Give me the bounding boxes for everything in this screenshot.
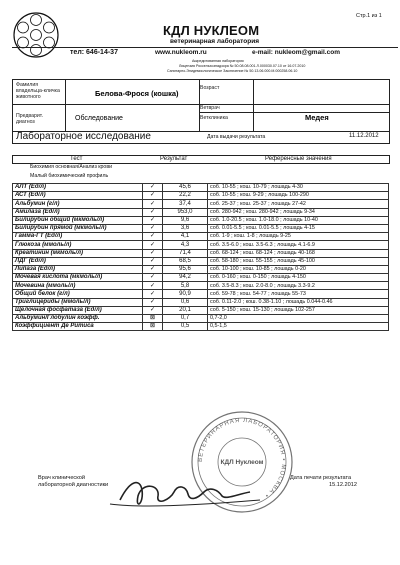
table-row [13, 257, 389, 265]
reference-range: соб. 3.5-8.3 ; кош. 2.0-8.0 ; лошадь 3.3-9.2 [208, 282, 389, 290]
reference-range: соб. 3.5-6.0 ; кош. 3.5-6.3 ; лошадь 4.1-6.9 [208, 241, 389, 249]
check-mark: ✓ [143, 200, 163, 208]
check-mark: ✓ [143, 192, 163, 200]
table-row [13, 265, 389, 273]
check-mark: ⊠ [143, 315, 163, 323]
test-name: Коэффициент Де Ритиса [13, 323, 143, 331]
table-row [13, 233, 389, 241]
issue-date-value: 11.12.2012 [349, 133, 379, 139]
check-mark: ✓ [143, 241, 163, 249]
table-row [13, 290, 389, 298]
reference-range: соб. 10-55 ; кош. 9-29 ; лошадь 100-290 [208, 192, 389, 200]
reference-range: соб. 10-100 ; кош. 10-85 ; лошадь 0-20 [208, 265, 389, 273]
table-row [13, 298, 389, 306]
phone-number: тел: 646-14-37 [70, 49, 118, 56]
info-divider [65, 80, 66, 131]
result-value: 45,6 [163, 184, 208, 192]
doctor-title-line1: Врач клинической [38, 475, 85, 481]
column-header-result: Результат [160, 156, 188, 162]
reference-range: 0,7-2,0 [208, 315, 389, 323]
result-value: 953,0 [163, 208, 208, 216]
table-row [13, 306, 389, 314]
info-divider [253, 80, 254, 131]
result-value: 9,6 [163, 216, 208, 224]
results-table-header [12, 155, 390, 164]
test-name: АЛТ (Ед/л) [13, 184, 143, 192]
check-mark: ✓ [143, 282, 163, 290]
section-subtitle: Малый биохимический профиль [30, 173, 109, 179]
test-name: Щелочная фосфатаза (Ед/л) [13, 306, 143, 314]
table-row [13, 315, 389, 323]
test-name: Триглицериды (ммоль/л) [13, 298, 143, 306]
reference-range: соб. 58-180 ; кош. 55-155 ; лошадь 45-100 [208, 257, 389, 265]
page-number: Стр.1 из 1 [356, 13, 382, 19]
result-value: 0,6 [163, 298, 208, 306]
table-row [13, 216, 389, 224]
result-value: 94,2 [163, 274, 208, 282]
doctor-signature [100, 470, 270, 520]
table-row [13, 241, 389, 249]
check-mark: ✓ [143, 274, 163, 282]
reference-range: соб. 59-78 ; кош. 54-77 ; лошадь 55-73 [208, 290, 389, 298]
column-header-reference: Референсные значения [265, 156, 332, 162]
stamp-text: КДЛ Нуклеом [220, 459, 264, 466]
svg-text:ВЕТЕРИНАРНАЯ ЛАБОРАТОРИЯ • МОС: ВЕТЕРИНАРНАЯ ЛАБОРАТОРИЯ • МОСКВА • [197, 417, 287, 499]
result-value: 20,1 [163, 306, 208, 314]
table-row [13, 200, 389, 208]
result-value: 68,5 [163, 257, 208, 265]
reference-range: соб. 68-124 ; кош. 68-124 ; лошадь 40-168 [208, 249, 389, 257]
clinic-value: Медея [305, 113, 329, 122]
diagnosis-label: Предварит. диагноз [16, 113, 44, 125]
result-value: 0,7 [163, 315, 208, 323]
owner-label: Фамилия владельца-кличка животного [16, 82, 60, 100]
reference-range: соб. 0.01-5.5 ; кош. 0.01-5.5 ; лошадь 4-15 [208, 224, 389, 232]
license-text: Лицензия Россельхознадзора № 50.08.08.001.Л.000030.07.10 от 16.07.2010 [179, 64, 306, 68]
test-name: Билирубин прямой (мкмоль/л) [13, 224, 143, 232]
issue-date-label: Дата выдачи результата [207, 134, 266, 140]
result-value: 4,3 [163, 241, 208, 249]
check-mark: ✓ [143, 224, 163, 232]
brand-name: КДЛ НУКЛЕОМ [163, 23, 260, 38]
test-name: ЛДГ (Ед/л) [13, 257, 143, 265]
reference-range: соб. 1-9 ; кош. 1-8 ; лошадь 9-25 [208, 233, 389, 241]
result-value: 5,8 [163, 282, 208, 290]
exam-label: Обследование [75, 115, 123, 122]
section-title: Биохимия основная/Анализ крови [30, 164, 112, 170]
check-mark: ✓ [143, 184, 163, 192]
table-row [13, 249, 389, 257]
check-mark: ✓ [143, 249, 163, 257]
test-name: Глюкоза (ммоль/л) [13, 241, 143, 249]
table-row [13, 208, 389, 216]
doctor-title-line2: лабораторной диагностики [38, 482, 109, 488]
owner-value: Белова-Фрося (кошка) [95, 89, 179, 98]
test-name: Альбумин (г/л) [13, 200, 143, 208]
info-divider [199, 112, 389, 113]
check-mark: ✓ [143, 216, 163, 224]
table-row [13, 224, 389, 232]
test-name: АСТ (Ед/л) [13, 192, 143, 200]
table-row [13, 274, 389, 282]
website-link[interactable]: www.nukleom.ru [155, 49, 207, 56]
vet-label: Ветврач [200, 105, 220, 111]
check-mark: ✓ [143, 290, 163, 298]
test-name: Общий белок (г/л) [13, 290, 143, 298]
print-date-label: Дата печати результата [290, 475, 352, 481]
result-value: 4,1 [163, 233, 208, 241]
test-name: Мочевая кислота (мкмоль/л) [13, 274, 143, 282]
test-name: Липаза (Ед/л) [13, 265, 143, 273]
test-name: Креатинин (мкмоль/л) [13, 249, 143, 257]
check-mark: ✓ [143, 306, 163, 314]
result-value: 37,4 [163, 200, 208, 208]
report-title: Лабораторное исследование [16, 131, 151, 142]
reference-range: 0,5-1,5 [208, 323, 389, 331]
test-name: Альбумин/Глобулин коэфф. [13, 315, 143, 323]
lab-subtitle: ветеринарная лаборатория [170, 38, 259, 45]
result-value: 71,4 [163, 249, 208, 257]
reference-range: соб. 25-37 ; кош. 25-37 ; лошадь 27-42 [208, 200, 389, 208]
test-name: Гамма-ГТ (Ед/л) [13, 233, 143, 241]
lab-logo [12, 11, 62, 61]
check-mark: ✓ [143, 257, 163, 265]
table-row [13, 282, 389, 290]
reference-range: соб. 5-150 ; кош. 15-130 ; лошадь 102-257 [208, 306, 389, 314]
results-table [12, 183, 389, 331]
reference-range: соб. 1.0-20.5 ; кош. 1.0-18.0 ; лошадь 10-40 [208, 216, 389, 224]
email-link[interactable]: e-mail: nukleom@gmail.com [252, 49, 340, 56]
test-name: Билирубин общий (мкмоль/л) [13, 216, 143, 224]
results-table-body [13, 184, 389, 331]
table-row [13, 192, 389, 200]
reference-range: соб. 0.11-2.0 ; кош. 0.38-1.10 ; лошадь 0.044-0.46 [208, 298, 389, 306]
column-header-test: Тест [70, 156, 83, 162]
print-date-value: 15.12.2012 [329, 482, 357, 488]
result-value: 90,9 [163, 290, 208, 298]
check-mark: ✓ [143, 298, 163, 306]
check-mark: ✓ [143, 265, 163, 273]
table-row [13, 184, 389, 192]
header-rule [12, 47, 398, 48]
result-value: 0,5 [163, 323, 208, 331]
reference-range: соб. 280-942 ; кош. 280-942 ; лошадь 9-34 [208, 208, 389, 216]
test-name: Амилаза (Ед/л) [13, 208, 143, 216]
test-name: Мочевина (ммоль/л) [13, 282, 143, 290]
check-mark: ✓ [143, 233, 163, 241]
clinic-label: Ветклиника [200, 115, 228, 121]
age-label: Возраст [200, 85, 220, 91]
check-mark: ✓ [143, 208, 163, 216]
reference-range: соб. 10-55 ; кош. 10-79 ; лошадь 4-30 [208, 184, 389, 192]
result-value: 95,6 [163, 265, 208, 273]
result-value: 3,6 [163, 224, 208, 232]
result-value: 22,2 [163, 192, 208, 200]
check-mark: ⊠ [143, 323, 163, 331]
accreditation-text: Аккредитованная лаборатория [192, 59, 244, 63]
sanitary-certificate-text: Санитарно-Эпидемиологическое Заключение № 50.13.06.000.М.000258.06.10 [167, 69, 298, 73]
table-row [13, 323, 389, 331]
reference-range: соб. 0-160 ; кош. 0-150 ; лошадь 4-150 [208, 274, 389, 282]
